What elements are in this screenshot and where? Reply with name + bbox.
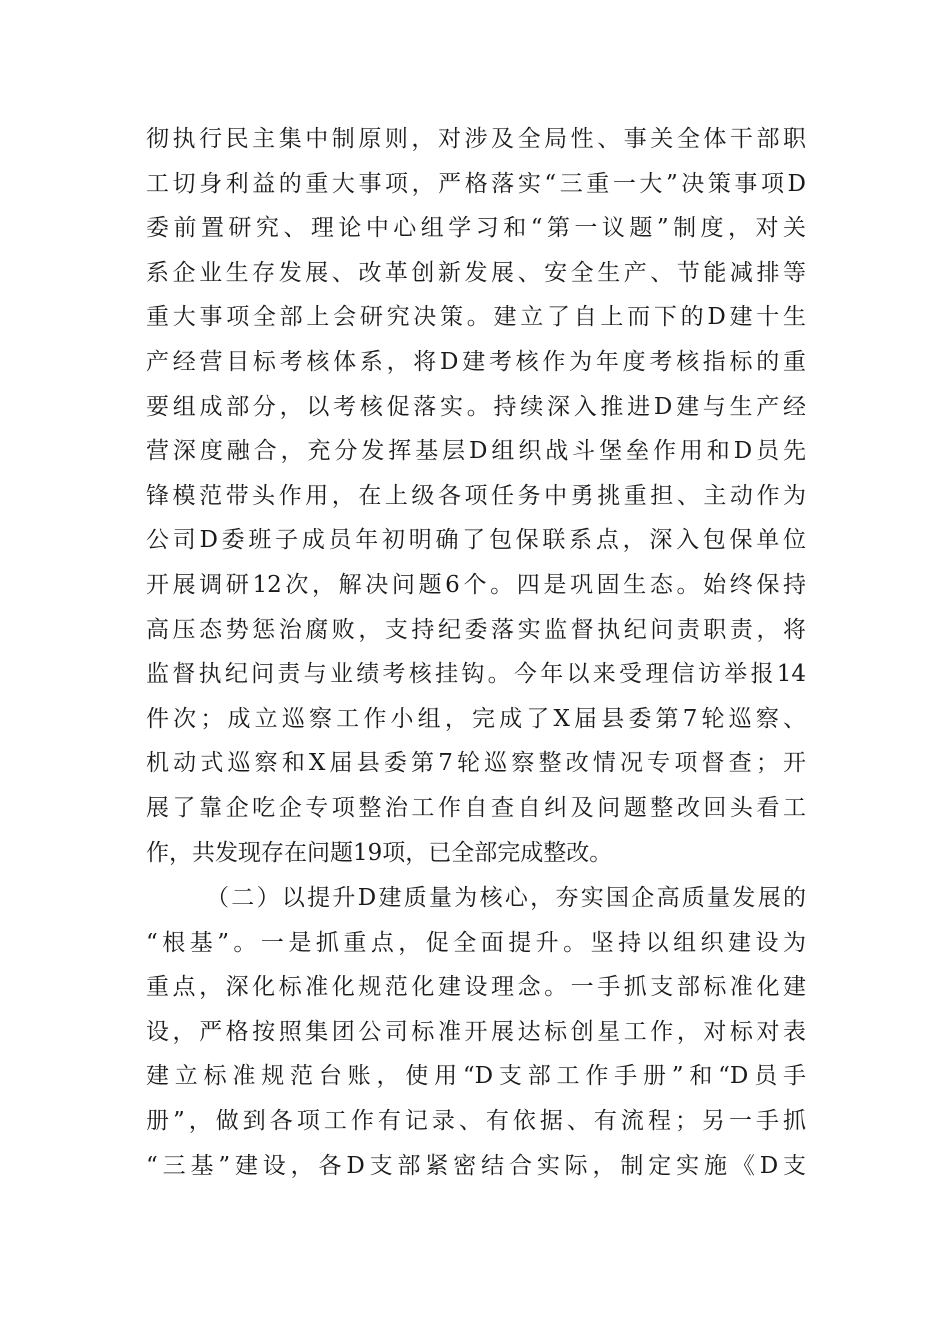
- paragraph-1: [146, 117, 806, 875]
- paragraph-1-line: 高压态势惩治腐败，支持纪委落实监督执纪问责职责，将: [146, 616, 806, 643]
- paragraph-2-line: “三基”建设，各D支部紧密结合实际，制定实施《D支: [146, 1152, 806, 1179]
- paragraph-1-line: 展了靠企吃企专项整治工作自查自纠及问题整改回头看工: [146, 794, 806, 821]
- paragraph-1-line: 开展调研12次，解决问题6个。四是巩固生态。始终保持: [146, 571, 806, 598]
- paragraph-1-line: 公司D委班子成员年初明确了包保联系点，深入包保单位: [146, 527, 806, 554]
- paragraph-1-line: 作，共发现存在问题19项，已全部完成整改。: [146, 839, 613, 866]
- paragraph-1-line: 锋模范带头作用，在上级各项任务中勇挑重担、主动作为: [146, 482, 806, 509]
- paragraph-1-line: 重大事项全部上会研究决策。建立了自上而下的D建十生: [146, 304, 806, 331]
- paragraph-1-line: 委前置研究、理论中心组学习和“第一议题”制度，对关: [146, 215, 806, 242]
- paragraph-1-line: 要组成部分，以考核促落实。持续深入推进D建与生产经: [146, 393, 806, 420]
- paragraph-1-line: 营深度融合，充分发挥基层D组织战斗堡垒作用和D员先: [146, 438, 806, 465]
- paragraph-1-line: 工切身利益的重大事项，严格落实“三重一大”决策事项D: [146, 170, 806, 197]
- paragraph-1-line: 机动式巡察和X届县委第7轮巡察整改情况专项督查；开: [146, 750, 806, 777]
- paragraph-2-line: 建立标准规范台账，使用“D支部工作手册”和“D员手: [146, 1063, 806, 1090]
- paragraph-2-line: 设，严格按照集团公司标准开展达标创星工作，对标对表: [146, 1018, 806, 1045]
- paragraph-1-line: 彻执行民主集中制原则，对涉及全局性、事关全体干部职: [146, 126, 806, 152]
- paragraph-2-line: “根基”。一是抓重点，促全面提升。坚持以组织建设为: [146, 929, 806, 956]
- paragraph-2-line: 册”，做到各项工作有记录、有依据、有流程；另一手抓: [146, 1107, 806, 1134]
- paragraph-2: [146, 876, 806, 1188]
- paragraph-2-line: 重点，深化标准化规范化建设理念。一手抓支部标准化建: [146, 974, 806, 1001]
- paragraph-1-line: 产经营目标考核体系，将D建考核作为年度考核指标的重: [146, 348, 806, 375]
- paragraph-2-heading-line: （二）以提升D建质量为核心，夯实国企高质量发展的: [206, 885, 806, 911]
- paragraph-1-line: 监督执纪问责与业绩考核挂钩。今年以来受理信访举报14: [146, 661, 806, 688]
- paragraph-1-line: 件次；成立巡察工作小组，完成了X届县委第7轮巡察、: [146, 705, 806, 732]
- paragraph-1-line: 系企业生存发展、改革创新发展、安全生产、节能减排等: [146, 259, 806, 286]
